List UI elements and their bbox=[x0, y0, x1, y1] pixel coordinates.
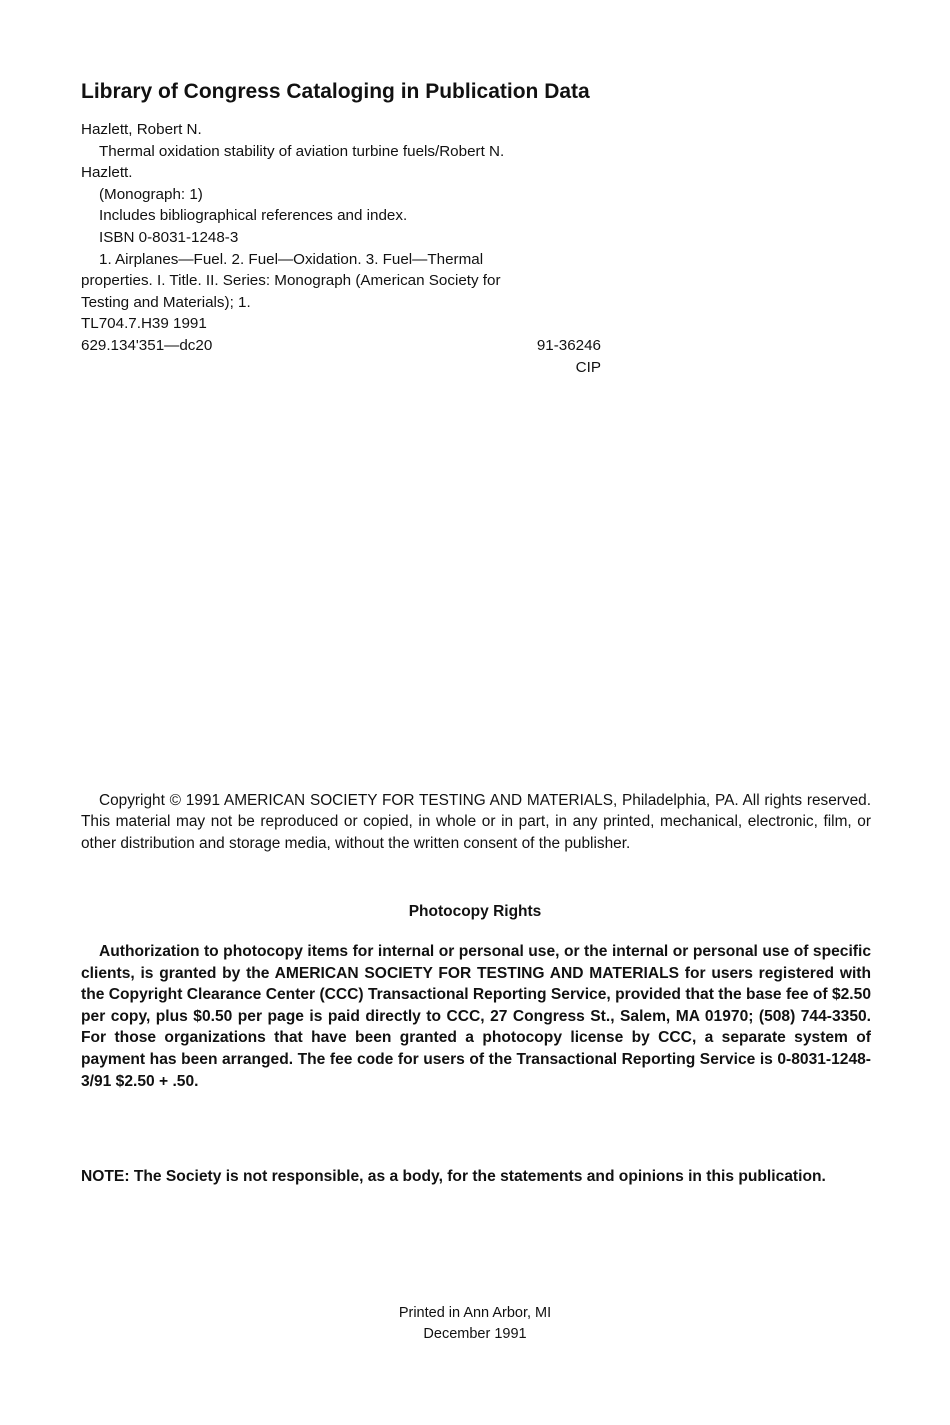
cip-lccn: 91-36246 bbox=[536, 336, 601, 354]
cip-isbn-line: ISBN 0-8031-1248-3 bbox=[99, 228, 239, 246]
copyright-notice: Copyright © 1991 AMERICAN SOCIETY FOR TESTING AND MATERIALS, Philadelphia, PA. All rights reserved. This material may not be reproduced or copied, in whole or in part, in any printed, mechanical, electronic, film, or other distribution and storage media, without the written consent of the publisher. bbox=[81, 792, 871, 852]
responsibility-note: NOTE: The Society is not responsible, as a body, for the statements and opinions in this publication. bbox=[81, 1168, 826, 1185]
imprint bbox=[0, 1303, 950, 1345]
cip-classification-row bbox=[81, 335, 601, 357]
cip-author-line: Hazlett, Robert N. bbox=[81, 121, 202, 138]
imprint-date: December 1991 bbox=[423, 1326, 527, 1342]
cip-label: CIP bbox=[575, 358, 601, 376]
cip-note-line: Includes bibliographical references and index. bbox=[99, 207, 408, 225]
cip-title-line: Thermal oxidation stability of aviation turbine fuels/Robert N. bbox=[99, 142, 505, 160]
cip-title: Library of Congress Cataloging in Publication Data bbox=[81, 80, 590, 103]
cip-call-number: TL704.7.H39 1991 bbox=[81, 315, 207, 333]
cip-dewey: 629.134'351—dc20 bbox=[81, 336, 213, 354]
cip-series-line: (Monograph: 1) bbox=[99, 185, 203, 203]
imprint-place: Printed in Ann Arbor, MI bbox=[398, 1305, 552, 1321]
cip-subjects-line-cont: properties. I. Title. II. Series: Monograph (American Society for bbox=[81, 272, 501, 290]
photocopy-heading: Photocopy Rights bbox=[408, 903, 542, 920]
cip-subjects-line: 1. Airplanes—Fuel. 2. Fuel—Oxidation. 3. Fuel—Thermal bbox=[99, 250, 484, 268]
cip-title-line-cont: Hazlett. bbox=[81, 164, 133, 182]
photocopy-body: Authorization to photocopy items for internal or personal use, or the internal or personal use of specific clients, is granted by the AMERICAN SOCIETY FOR TESTING AND MATERIALS for users registered with the Copyright Clearance Center (CCC) Transactional Reporting Service, provided that the base fee of $2.50 per copy, plus $0.50 per page is paid directly to CCC, 27 Congress St., Salem, MA 01970; (508) 744-3350. For those organizations that have been granted a photocopy license by CCC, a separate system of payment has been arranged. The fee code for users of the Transactional Reporting Service is 0-8031-1248-3/91 $2.50 + .50. bbox=[81, 943, 871, 1090]
cip-subjects-line-end: Testing and Materials); 1. bbox=[81, 293, 251, 311]
cip-block bbox=[81, 119, 621, 378]
